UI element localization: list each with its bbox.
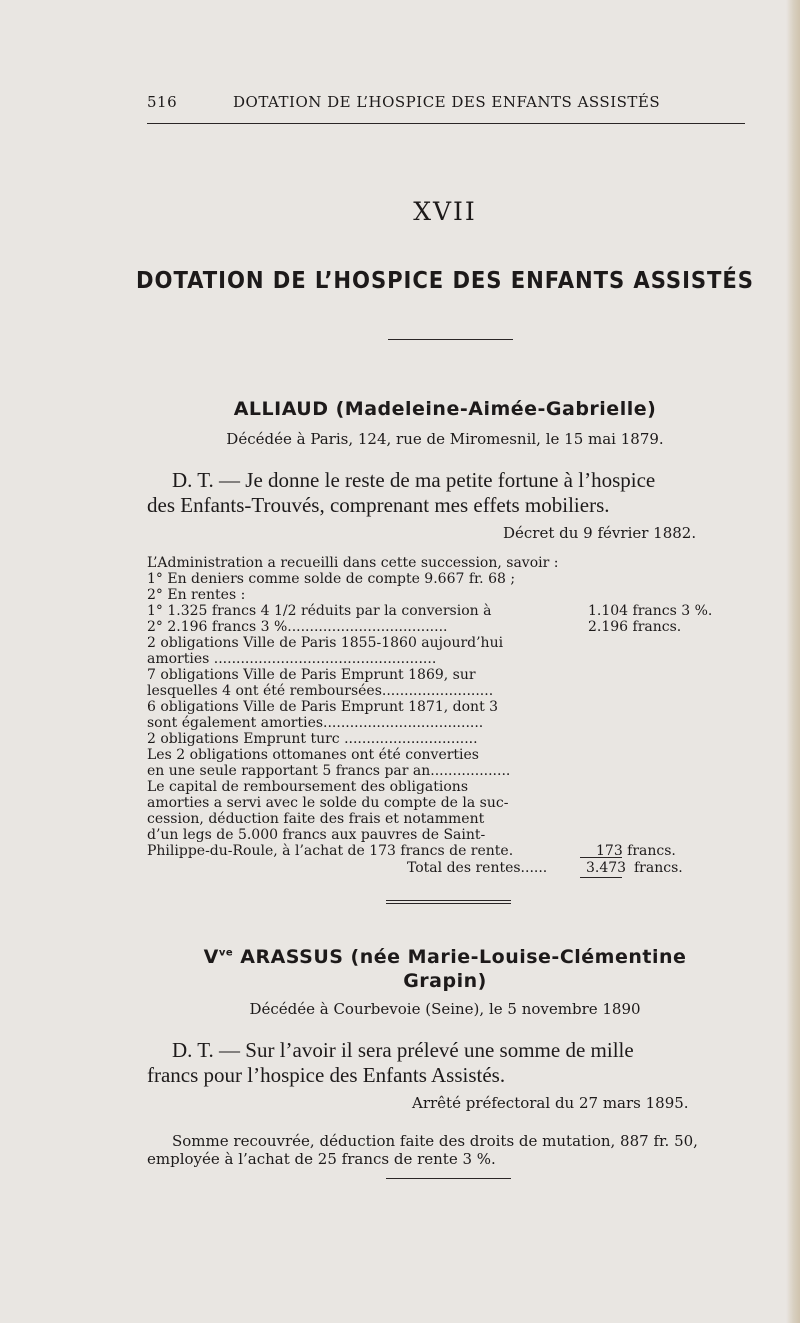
entry2-name-sup: ve <box>218 947 234 959</box>
detail-line: d’un legs de 5.000 francs aux pauvres de Saint- <box>147 827 486 843</box>
total-value: 3.473 <box>586 860 627 876</box>
entry2-name <box>0 946 800 968</box>
detail-line: 2 obligations Emprunt turc .............................. <box>147 731 478 747</box>
detail-line: en une seule rapportant 5 francs par an.................. <box>147 763 511 779</box>
entry1-detail-lines <box>147 555 558 859</box>
entry2-name-prefix: V <box>203 946 219 968</box>
entry-divider-top <box>386 900 511 901</box>
entry2-bequest-line2: francs pour l’hospice des Enfants Assistés. <box>147 1063 506 1087</box>
detail-line: Philippe-du-Roule, à l’achat de 173 francs de rente. <box>147 843 514 859</box>
entry2-note-line2: employée à l’achat de 25 francs de rente 3 %. <box>147 1150 496 1168</box>
entry1-bequest-line1: D. T. — Je donne le reste de ma petite fortune à l’hospice <box>172 468 656 492</box>
detail-line: 6 obligations Ville de Paris Emprunt 1871, dont 3 <box>147 699 499 715</box>
total-underline <box>580 877 622 878</box>
section-title: DOTATION DE L’HOSPICE DES ENFANTS ASSISTÉS <box>136 268 754 294</box>
entry1-bequest-line2: des Enfants-Trouvés, comprenant mes effets mobiliers. <box>147 493 610 517</box>
total-unit: francs. <box>634 860 683 876</box>
detail-line: Le capital de remboursement des obligations <box>147 779 469 795</box>
entry2-decree: Arrêté préfectoral du 27 mars 1895. <box>412 1094 689 1112</box>
detail-line: cession, déduction faite des frais et notamment <box>147 811 485 827</box>
page-number: 516 <box>147 93 178 111</box>
entry2-name-line2: Grapin) <box>403 970 487 992</box>
detail-line: 2° En rentes : <box>147 587 246 603</box>
detail-line: 2° 2.196 francs 3 %.................................... <box>147 619 448 635</box>
detail-line: 2 obligations Ville de Paris 1855-1860 aujourd’hui <box>147 635 504 651</box>
detail-line: sont également amorties.................................... <box>147 715 484 731</box>
entry1-name: ALLIAUD (Madeleine-Aimée-Gabrielle) <box>233 398 657 420</box>
section-number: XVII <box>413 197 477 226</box>
detail-line: amorties .................................................. <box>147 651 437 667</box>
detail-line: 1° En deniers comme solde de compte 9.667 fr. 68 ; <box>147 571 516 587</box>
entry-divider-bottom <box>386 903 511 904</box>
detail-line: Les 2 obligations ottomanes ont été converties <box>147 747 479 763</box>
detail-line: lesquelles 4 ont été remboursées......................... <box>147 683 494 699</box>
detail-line: amorties a servi avec le solde du compte de la suc- <box>147 795 509 811</box>
section-divider <box>388 339 513 340</box>
detail-line: L’Administration a recueilli dans cette succession, savoir : <box>147 555 559 571</box>
total-overline <box>580 857 622 858</box>
detail-line: 1° 1.325 francs 4 1/2 réduits par la conversion à <box>147 603 492 619</box>
amount-1104: 1.104 francs 3 %. <box>588 603 713 619</box>
total-label: Total des rentes...... <box>407 860 548 876</box>
running-title: DOTATION DE L’HOSPICE DES ENFANTS ASSISTÉS <box>233 93 661 111</box>
end-divider <box>386 1178 511 1179</box>
entry1-decree: Décret du 9 février 1882. <box>503 524 697 542</box>
entry1-death: Décédée à Paris, 124, rue de Miromesnil, le 15 mai 1879. <box>226 430 664 448</box>
header-rule <box>147 123 745 124</box>
entry2-death: Décédée à Courbevoie (Seine), le 5 novembre 1890 <box>249 1000 641 1018</box>
detail-line: 7 obligations Ville de Paris Emprunt 1869, sur <box>147 667 476 683</box>
entry2-bequest-line1: D. T. — Sur l’avoir il sera prélevé une somme de mille <box>172 1038 634 1062</box>
amount-173: 173 francs. <box>596 843 676 859</box>
entry2-note-line1: Somme recouvrée, déduction faite des droits de mutation, 887 fr. 50, <box>172 1132 698 1150</box>
entry2-name-rest: ARASSUS (née Marie-Louise-Clémentine <box>233 946 687 968</box>
amount-2196: 2.196 francs. <box>588 619 682 635</box>
